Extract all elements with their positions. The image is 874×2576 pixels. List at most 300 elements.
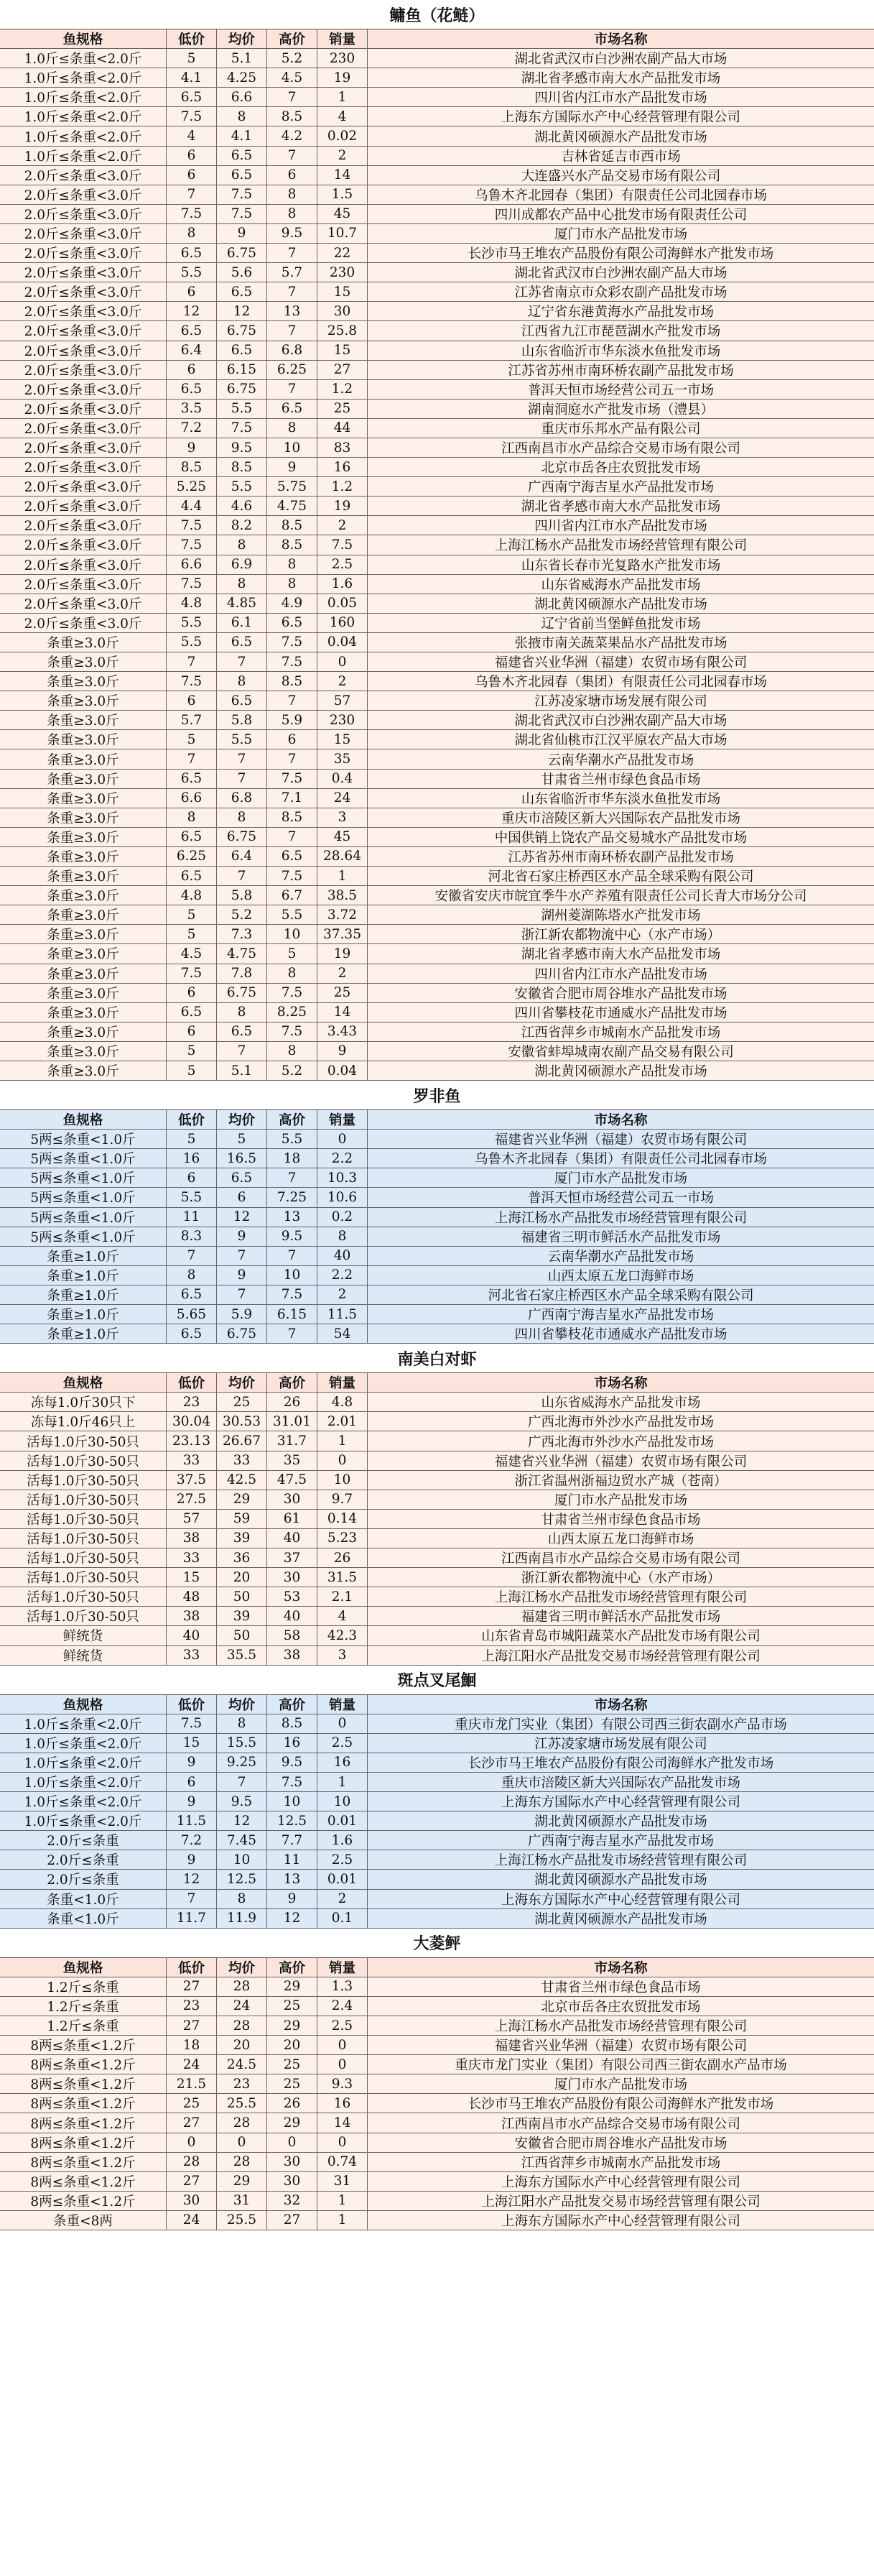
cell-volume: 57 [317, 691, 368, 710]
cell-spec: 条重≥3.0斤 [0, 749, 167, 768]
cell-high: 0 [267, 2133, 317, 2152]
table-row [0, 400, 874, 419]
cell-volume: 10.6 [317, 1188, 368, 1206]
cell-avg: 20 [217, 2036, 267, 2054]
section-table [0, 1081, 874, 1344]
header-cell-market: 市场名称 [594, 1960, 648, 1976]
cell-market: 湖北黄冈硕源水产品批发市场 [534, 1814, 707, 1830]
cell-volume: 0 [317, 1451, 368, 1470]
cell-low: 5.5 [167, 263, 217, 282]
cell-high: 5.2 [267, 49, 317, 68]
cell-low: 7.2 [167, 419, 217, 438]
cell-market: 湖北黄冈硕源水产品批发市场 [534, 1064, 707, 1080]
cell-high: 29 [267, 2113, 317, 2132]
cell-avg: 59 [217, 1510, 267, 1528]
cell-spec: 条重<8两 [0, 2211, 167, 2230]
cell-spec: 冻每1.0斤46只上 [0, 1412, 167, 1431]
cell-low: 6 [167, 147, 217, 165]
table-row [0, 302, 874, 321]
cell-volume: 27 [317, 361, 368, 379]
cell-volume: 16 [317, 2094, 368, 2113]
cell-spec: 冻每1.0斤30只下 [0, 1393, 167, 1411]
cell-avg: 5.5 [217, 400, 267, 418]
header-cell-avg: 均价 [217, 29, 267, 48]
table-row [0, 1607, 874, 1626]
cell-volume: 26 [317, 1548, 368, 1567]
table-row [0, 282, 874, 302]
cell-spec: 1.0斤≤条重<2.0斤 [0, 49, 167, 68]
cell-low: 6.5 [167, 770, 217, 788]
cell-low: 6.6 [167, 555, 217, 574]
cell-avg: 6.5 [217, 1168, 267, 1187]
cell-high: 38 [267, 1646, 317, 1665]
cell-spec: 1.2斤≤条重 [0, 1997, 167, 2016]
cell-spec: 活每1.0斤30-50只 [0, 1451, 167, 1470]
cell-high: 8.5 [267, 808, 317, 827]
cell-low: 11.5 [167, 1811, 217, 1830]
cell-volume: 8 [317, 1227, 368, 1246]
cell-volume: 3.43 [317, 1022, 368, 1041]
header-cell-volume: 销量 [317, 29, 368, 48]
cell-market: 山东省威海水产品批发市场 [541, 1395, 701, 1411]
cell-low: 7 [167, 749, 217, 768]
cell-market: 甘肃省兰州市绿色食品市场 [541, 772, 701, 788]
cell-avg: 29 [217, 1490, 267, 1509]
cell-low: 8.5 [167, 458, 217, 476]
cell-low: 23 [167, 1997, 217, 2016]
cell-low: 30 [167, 2192, 217, 2210]
table-row [0, 828, 874, 847]
cell-low: 15 [167, 1568, 217, 1587]
cell-low: 23.13 [167, 1431, 217, 1450]
cell-high: 5.7 [267, 263, 317, 282]
table-row [0, 2211, 874, 2230]
cell-high: 8 [267, 1042, 317, 1061]
cell-volume: 0.01 [317, 1870, 368, 1888]
cell-low: 5.5 [167, 1188, 217, 1206]
cell-spec: 1.0斤≤条重<2.0斤 [0, 126, 167, 145]
cell-volume: 3 [317, 808, 368, 827]
table-row [0, 711, 874, 730]
cell-avg: 8 [217, 535, 267, 554]
table-row [0, 380, 874, 400]
cell-avg: 12.5 [217, 1870, 267, 1888]
cell-low: 27 [167, 2113, 217, 2132]
cell-volume: 0 [317, 1130, 368, 1148]
cell-spec: 条重≥1.0斤 [0, 1247, 167, 1265]
section-title: 鳙鱼（花鲢） [0, 0, 874, 29]
cell-market: 江西南昌市水产品综合交易市场有限公司 [501, 441, 740, 457]
cell-avg: 16.5 [217, 1149, 267, 1168]
cell-high: 13 [267, 1870, 317, 1888]
cell-avg: 9 [217, 224, 267, 243]
cell-volume: 0 [317, 2133, 368, 2152]
cell-high: 7 [267, 691, 317, 710]
cell-low: 38 [167, 1607, 217, 1625]
table-row [0, 1997, 874, 2016]
cell-market: 湖北省武汉市白沙洲农副产品大市场 [514, 714, 727, 729]
cell-market: 福建省三明市鲜活水产品批发市场 [521, 1229, 721, 1245]
cell-low: 4 [167, 126, 217, 145]
cell-spec: 2.0斤≤条重<3.0斤 [0, 224, 167, 243]
cell-high: 9.5 [267, 1227, 317, 1246]
table-row [0, 672, 874, 691]
cell-spec: 活每1.0斤30-50只 [0, 1568, 167, 1587]
cell-low: 5 [167, 1061, 217, 1080]
cell-market: 江苏凌家塘市场发展有限公司 [534, 1736, 707, 1752]
cell-spec: 2.0斤≤条重<3.0斤 [0, 575, 167, 594]
cell-spec: 2.0斤≤条重<3.0斤 [0, 244, 167, 262]
cell-low: 7.5 [167, 535, 217, 554]
cell-high: 7 [267, 380, 317, 399]
cell-spec: 条重≥1.0斤 [0, 1305, 167, 1324]
cell-avg: 12 [217, 1811, 267, 1830]
section-title: 斑点叉尾鮰 [0, 1666, 874, 1695]
cell-high: 11 [267, 1850, 317, 1869]
cell-high: 5.9 [267, 711, 317, 729]
cell-market: 江苏省苏州市南环桥农副产品批发市场 [508, 363, 734, 379]
cell-spec: 条重≥3.0斤 [0, 691, 167, 710]
cell-avg: 10 [217, 1850, 267, 1869]
cell-spec: 条重≥3.0斤 [0, 925, 167, 943]
cell-spec: 条重≥3.0斤 [0, 867, 167, 885]
cell-high: 5.5 [267, 1130, 317, 1148]
cell-low: 57 [167, 1510, 217, 1528]
cell-low: 6 [167, 691, 217, 710]
cell-high: 8.5 [267, 107, 317, 126]
cell-volume: 2 [317, 516, 368, 535]
table-row [0, 1587, 874, 1607]
table-row [0, 594, 874, 614]
cell-volume: 1.2 [317, 477, 368, 496]
cell-market: 浙江新农都物流中心（水产市场） [521, 928, 721, 943]
cell-high: 4.9 [267, 594, 317, 613]
cell-high: 9.5 [267, 224, 317, 243]
cell-low: 8.3 [167, 1227, 217, 1246]
cell-high: 7.5 [267, 984, 317, 1002]
cell-avg: 33 [217, 1451, 267, 1470]
table-row [0, 321, 874, 341]
cell-spec: 2.0斤≤条重<3.0斤 [0, 458, 167, 476]
table-row [0, 808, 874, 828]
table-row [0, 1977, 874, 1997]
cell-low: 33 [167, 1451, 217, 1470]
cell-market: 厦门市水产品批发市场 [554, 2077, 687, 2093]
cell-market: 辽宁省东港黄海水产品批发市场 [527, 305, 714, 320]
cell-volume: 0.1 [317, 1909, 368, 1928]
table-row [0, 1324, 874, 1344]
table-row [0, 1626, 874, 1645]
table-row [0, 68, 874, 88]
cell-low: 8 [167, 1266, 217, 1285]
table-row [0, 2016, 874, 2036]
cell-avg: 7 [217, 652, 267, 671]
cell-avg: 5.1 [217, 49, 267, 68]
cell-low: 6.5 [167, 244, 217, 262]
cell-volume: 1.5 [317, 185, 368, 204]
table-row [0, 1548, 874, 1568]
cell-market: 重庆市涪陵区新大兴国际农产品批发市场 [501, 1776, 740, 1791]
cell-avg: 5.8 [217, 711, 267, 729]
header-cell-low: 低价 [167, 1958, 217, 1977]
cell-low: 6 [167, 361, 217, 379]
cell-high: 6.7 [267, 886, 317, 905]
cell-spec: 1.2斤≤条重 [0, 1977, 167, 1996]
cell-market: 福建省兴业华洲（福建）农贸市场有限公司 [494, 1454, 748, 1469]
cell-low: 5 [167, 1042, 217, 1061]
table-row [0, 1792, 874, 1811]
table-row [0, 535, 874, 555]
cell-market: 上海江杨水产品批发市场经营管理有限公司 [494, 538, 748, 554]
cell-market: 福建省三明市鲜活水产品批发市场 [521, 1610, 721, 1625]
cell-high: 27 [267, 2211, 317, 2230]
cell-spec: 条重≥1.0斤 [0, 1285, 167, 1304]
cell-spec: 活每1.0斤30-50只 [0, 1510, 167, 1528]
table-row [0, 1870, 874, 1889]
cell-avg: 5.6 [217, 263, 267, 282]
cell-high: 30 [267, 2153, 317, 2171]
cell-market: 湖北省孝感市南大水产品批发市场 [521, 499, 721, 515]
cell-avg: 6.5 [217, 633, 267, 652]
cell-avg: 11.9 [217, 1909, 267, 1928]
table-row [0, 1714, 874, 1734]
table-row [0, 847, 874, 867]
table-row [0, 341, 874, 361]
cell-market: 福建省兴业华洲（福建）农贸市场有限公司 [494, 2039, 748, 2054]
table-row [0, 555, 874, 575]
cell-volume: 2 [317, 1285, 368, 1304]
cell-high: 8 [267, 419, 317, 438]
table-row [0, 419, 874, 438]
cell-volume: 54 [317, 1324, 368, 1343]
cell-high: 10 [267, 925, 317, 943]
cell-volume: 4 [317, 107, 368, 126]
cell-high: 6.5 [267, 400, 317, 418]
header-cell-spec: 鱼规格 [0, 1958, 167, 1977]
cell-volume: 10.3 [317, 1168, 368, 1187]
cell-avg: 6.5 [217, 282, 267, 301]
cell-high: 5 [267, 944, 317, 963]
cell-avg: 4.85 [217, 594, 267, 613]
cell-volume: 45 [317, 828, 368, 846]
cell-avg: 7.8 [217, 964, 267, 983]
cell-volume: 2 [317, 1890, 368, 1908]
cell-high: 25 [267, 2055, 317, 2074]
cell-low: 48 [167, 1587, 217, 1606]
cell-market: 甘肃省兰州市绿色食品市场 [541, 1980, 701, 1995]
cell-market: 云南华潮水产品批发市场 [547, 1249, 694, 1265]
cell-market: 浙江省温州浙福边贸水产城（苍南） [514, 1473, 727, 1489]
cell-market: 四川省内江市水产品批发市场 [534, 966, 707, 982]
cell-low: 25 [167, 2094, 217, 2113]
header-cell-high: 高价 [267, 1695, 317, 1714]
cell-avg: 7 [217, 867, 267, 885]
header-cell-spec: 鱼规格 [0, 1373, 167, 1392]
cell-spec: 2.0斤≤条重<3.0斤 [0, 263, 167, 282]
cell-spec: 条重≥3.0斤 [0, 886, 167, 905]
cell-volume: 0.14 [317, 1510, 368, 1528]
cell-low: 3.5 [167, 400, 217, 418]
table-header [0, 1695, 874, 1714]
cell-spec: 8两≤条重<1.2斤 [0, 2094, 167, 2113]
table-row [0, 1393, 874, 1412]
cell-market: 上海江杨水产品批发市场经营管理有限公司 [494, 1590, 748, 1606]
cell-volume: 2.5 [317, 2016, 368, 2035]
cell-low: 9 [167, 1753, 217, 1772]
table-row [0, 1208, 874, 1227]
cell-avg: 9.5 [217, 1792, 267, 1811]
cell-market: 中国供销上饶农产品交易城水产品批发市场 [494, 830, 748, 846]
cell-high: 8 [267, 205, 317, 223]
cell-high: 7 [267, 828, 317, 846]
cell-market: 山东省临沂市华东淡水鱼批发市场 [521, 343, 721, 359]
cell-avg: 12 [217, 302, 267, 320]
cell-avg: 25.5 [217, 2211, 267, 2230]
cell-market: 北京市岳各庄农贸批发市场 [541, 1999, 701, 2015]
cell-volume: 1 [317, 1431, 368, 1450]
table-row [0, 749, 874, 769]
cell-spec: 条重≥3.0斤 [0, 808, 167, 827]
cell-spec: 2.0斤≤条重<3.0斤 [0, 477, 167, 496]
table-row [0, 1130, 874, 1149]
cell-spec: 1.0斤≤条重<2.0斤 [0, 1734, 167, 1753]
cell-spec: 2.0斤≤条重<3.0斤 [0, 497, 167, 515]
cell-market: 湖北省孝感市南大水产品批发市场 [521, 71, 721, 87]
table-row [0, 1188, 874, 1207]
section-title: 罗非鱼 [0, 1081, 874, 1110]
cell-market: 普洱天恒市场经营公司五一市场 [527, 382, 714, 398]
cell-avg: 9 [217, 1266, 267, 1285]
cell-low: 6.5 [167, 828, 217, 846]
cell-low: 5.25 [167, 477, 217, 496]
cell-high: 8 [267, 185, 317, 204]
header-cell-market: 市场名称 [594, 1376, 648, 1392]
cell-high: 9 [267, 1890, 317, 1908]
cell-high: 10 [267, 1266, 317, 1285]
table-row [0, 2153, 874, 2172]
table-row [0, 1042, 874, 1061]
cell-high: 58 [267, 1626, 317, 1645]
cell-volume: 2 [317, 147, 368, 165]
cell-high: 6.5 [267, 847, 317, 866]
cell-spec: 鲜统货 [0, 1646, 167, 1665]
cell-avg: 7 [217, 1285, 267, 1304]
cell-low: 7.5 [167, 107, 217, 126]
cell-avg: 39 [217, 1607, 267, 1625]
cell-avg: 8.2 [217, 516, 267, 535]
table-row [0, 2055, 874, 2074]
cell-avg: 28 [217, 2113, 267, 2132]
table-row [0, 964, 874, 984]
cell-market: 乌鲁木齐北园春（集团）有限责任公司北园春市场 [474, 675, 767, 691]
cell-spec: 2.0斤≤条重<3.0斤 [0, 185, 167, 204]
cell-market: 辽宁省前当堡鲜鱼批发市场 [541, 616, 701, 632]
cell-market: 上海东方国际水产中心经营管理有限公司 [501, 1795, 740, 1811]
cell-avg: 9.5 [217, 438, 267, 457]
table-row [0, 458, 874, 477]
cell-avg: 6 [217, 1188, 267, 1206]
cell-low: 40 [167, 1626, 217, 1645]
cell-market: 上海东方国际水产中心经营管理有限公司 [501, 2174, 740, 2190]
cell-volume: 2.2 [317, 1149, 368, 1168]
cell-low: 6.5 [167, 88, 217, 106]
cell-spec: 1.0斤≤条重<2.0斤 [0, 1792, 167, 1811]
cell-high: 53 [267, 1587, 317, 1606]
cell-avg: 5.5 [217, 477, 267, 496]
cell-avg: 8 [217, 1890, 267, 1908]
cell-low: 4.8 [167, 886, 217, 905]
cell-low: 27.5 [167, 1490, 217, 1509]
cell-market: 山西太原五龙口海鲜市场 [547, 1531, 694, 1547]
cell-high: 31.01 [267, 1412, 317, 1431]
table-row [0, 497, 874, 516]
cell-avg: 6.5 [217, 691, 267, 710]
cell-low: 9 [167, 1792, 217, 1811]
cell-avg: 6.75 [217, 828, 267, 846]
cell-low: 7 [167, 1247, 217, 1265]
table-row [0, 1490, 874, 1510]
cell-volume: 0.02 [317, 126, 368, 145]
table-row [0, 1285, 874, 1305]
cell-market: 福建省兴业华洲（福建）农贸市场有限公司 [494, 655, 748, 671]
cell-high: 26 [267, 2094, 317, 2113]
cell-high: 8.25 [267, 1003, 317, 1022]
cell-market: 江苏凌家塘市场发展有限公司 [534, 694, 707, 710]
cell-market: 安徽省安庆市皖宜季牛水产养殖有限责任公司长青大市场分公司 [434, 889, 807, 905]
cell-spec: 1.0斤≤条重<2.0斤 [0, 1714, 167, 1733]
cell-avg: 39 [217, 1529, 267, 1548]
table-row [0, 2094, 874, 2113]
cell-market: 湖北黄冈硕源水产品批发市场 [534, 1911, 707, 1927]
table-row [0, 730, 874, 749]
cell-high: 4.75 [267, 497, 317, 515]
table-row [0, 166, 874, 185]
cell-spec: 2.0斤≤条重 [0, 1870, 167, 1888]
cell-spec: 条重≥1.0斤 [0, 1266, 167, 1285]
cell-avg: 6.5 [217, 166, 267, 185]
cell-market: 湖北省武汉市白沙洲农副产品大市场 [514, 266, 727, 282]
table-row [0, 1451, 874, 1471]
cell-avg: 7.5 [217, 419, 267, 438]
header-cell-avg: 均价 [217, 1373, 267, 1392]
cell-low: 4.4 [167, 497, 217, 515]
cell-market: 湖北黄冈硕源水产品批发市场 [534, 596, 707, 612]
cell-spec: 2.0斤≤条重<3.0斤 [0, 282, 167, 301]
cell-avg: 7.3 [217, 925, 267, 943]
cell-volume: 25.8 [317, 321, 368, 340]
cell-avg: 6.9 [217, 555, 267, 574]
cell-market: 张掖市南关蔬菜果品水产品批发市场 [514, 635, 727, 651]
cell-market: 上海东方国际水产中心经营管理有限公司 [501, 110, 740, 126]
cell-volume: 0 [317, 2036, 368, 2054]
cell-avg: 8 [217, 575, 267, 594]
table-row [0, 1890, 874, 1909]
cell-volume: 9.7 [317, 1490, 368, 1509]
cell-spec: 1.0斤≤条重<2.0斤 [0, 68, 167, 87]
cell-spec: 条重≥3.0斤 [0, 730, 167, 749]
cell-high: 40 [267, 1607, 317, 1625]
cell-market: 江苏省苏州市南环桥农副产品批发市场 [508, 849, 734, 865]
cell-low: 16 [167, 1149, 217, 1168]
cell-high: 31.7 [267, 1431, 317, 1450]
cell-market: 四川省攀枝花市通威水产品批发市场 [514, 1005, 727, 1021]
cell-high: 8 [267, 964, 317, 983]
table-row [0, 1266, 874, 1285]
header-cell-market: 市场名称 [594, 32, 648, 48]
cell-low: 12 [167, 1870, 217, 1888]
cell-high: 5.75 [267, 477, 317, 496]
cell-avg: 6.5 [217, 1022, 267, 1041]
